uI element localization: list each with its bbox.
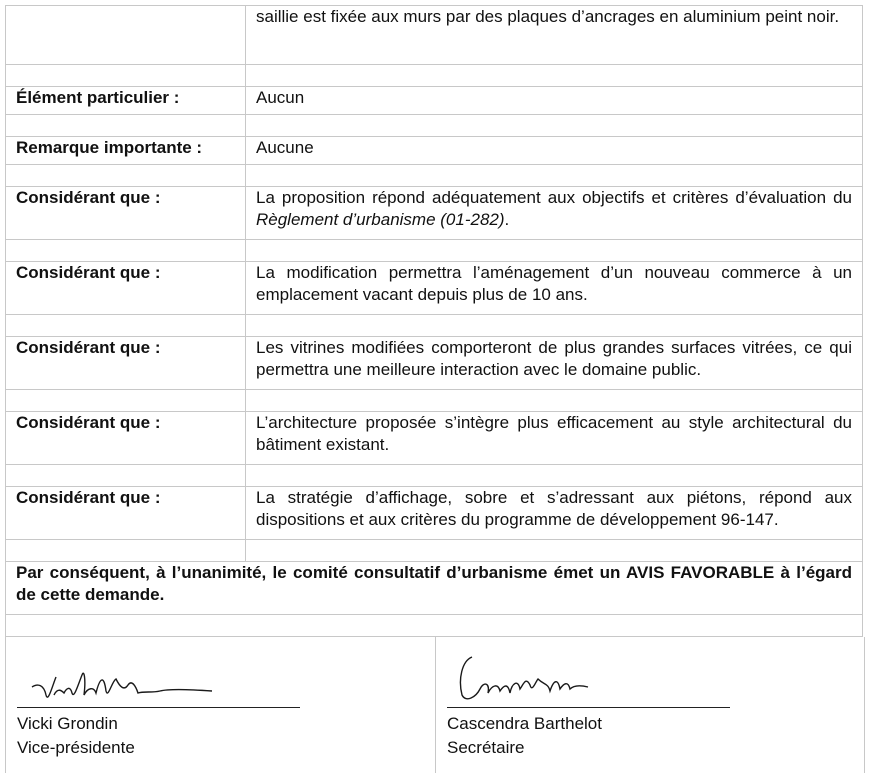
considerant-label: Considérant que : <box>6 487 246 540</box>
considerant-text: La stratégie d’affichage, sobre et s’adressant aux piétons, répond aux dispositions et aux critères du programme de développement 96-147. <box>246 487 863 540</box>
remarque-label: Remarque importante : <box>6 137 246 165</box>
table-row <box>6 262 863 315</box>
signatory-name: Vicki Grondin <box>17 714 118 733</box>
spacer-row <box>6 165 863 187</box>
spacer-row <box>6 465 863 487</box>
element-value: Aucun <box>246 87 863 115</box>
reglement-reference: Règlement d’urbanisme (01-282) <box>256 210 505 229</box>
signature-block <box>5 637 865 773</box>
spacer-row <box>6 615 863 637</box>
considerant-text: Les vitrines modifiées comporteront de plus grandes surfaces vitrées, ce qui permettra une meilleure interaction avec le domaine public. <box>246 337 863 390</box>
document <box>5 5 863 637</box>
considerant-label: Considérant que : <box>6 262 246 315</box>
element-label: Élément particulier : <box>6 87 246 115</box>
spacer-row <box>6 240 863 262</box>
table-row <box>6 487 863 540</box>
considerant-label: Considérant que : <box>6 337 246 390</box>
table-row <box>6 6 863 65</box>
conclusion-row <box>6 562 863 615</box>
table-row <box>6 87 863 115</box>
signature-line <box>447 707 730 708</box>
remarque-value: Aucune <box>246 137 863 165</box>
considerant-label: Considérant que : <box>6 187 246 240</box>
considerant-label: Considérant que : <box>6 412 246 465</box>
signatory-role: Vice-présidente <box>17 738 135 757</box>
conclusion-text: Par conséquent, à l’unanimité, le comité consultatif d’urbanisme émet un AVIS FAVORABLE à l’égard de cette demande. <box>6 562 863 615</box>
table-row <box>6 187 863 240</box>
considerant-text: L’architecture proposée s’intègre plus efficacement au style architectural du bâtiment existant. <box>246 412 863 465</box>
resolution-table <box>5 5 863 637</box>
signature-line <box>17 707 300 708</box>
considerant-text: La modification permettra l’aménagement d’un nouveau commerce à un emplacement vacant depuis plus de 10 ans. <box>246 262 863 315</box>
considerant-text: La proposition répond adéquatement aux objectifs et critères d’évaluation du Règlement d’urbanisme (01-282). <box>246 187 863 240</box>
signature-cascendra-image <box>452 649 612 709</box>
signatory-name: Cascendra Barthelot <box>447 714 602 733</box>
spacer-row <box>6 390 863 412</box>
intro-text: saillie est fixée aux murs par des plaques d’ancrages en aluminium peint noir. <box>246 6 863 65</box>
signatory-role: Secrétaire <box>447 738 525 757</box>
spacer-row <box>6 315 863 337</box>
table-row <box>6 337 863 390</box>
table-row <box>6 137 863 165</box>
spacer-row <box>6 65 863 87</box>
column-divider <box>435 637 436 773</box>
spacer-row <box>6 115 863 137</box>
label-cell-empty <box>6 6 246 65</box>
spacer-row <box>6 540 863 562</box>
table-row <box>6 412 863 465</box>
